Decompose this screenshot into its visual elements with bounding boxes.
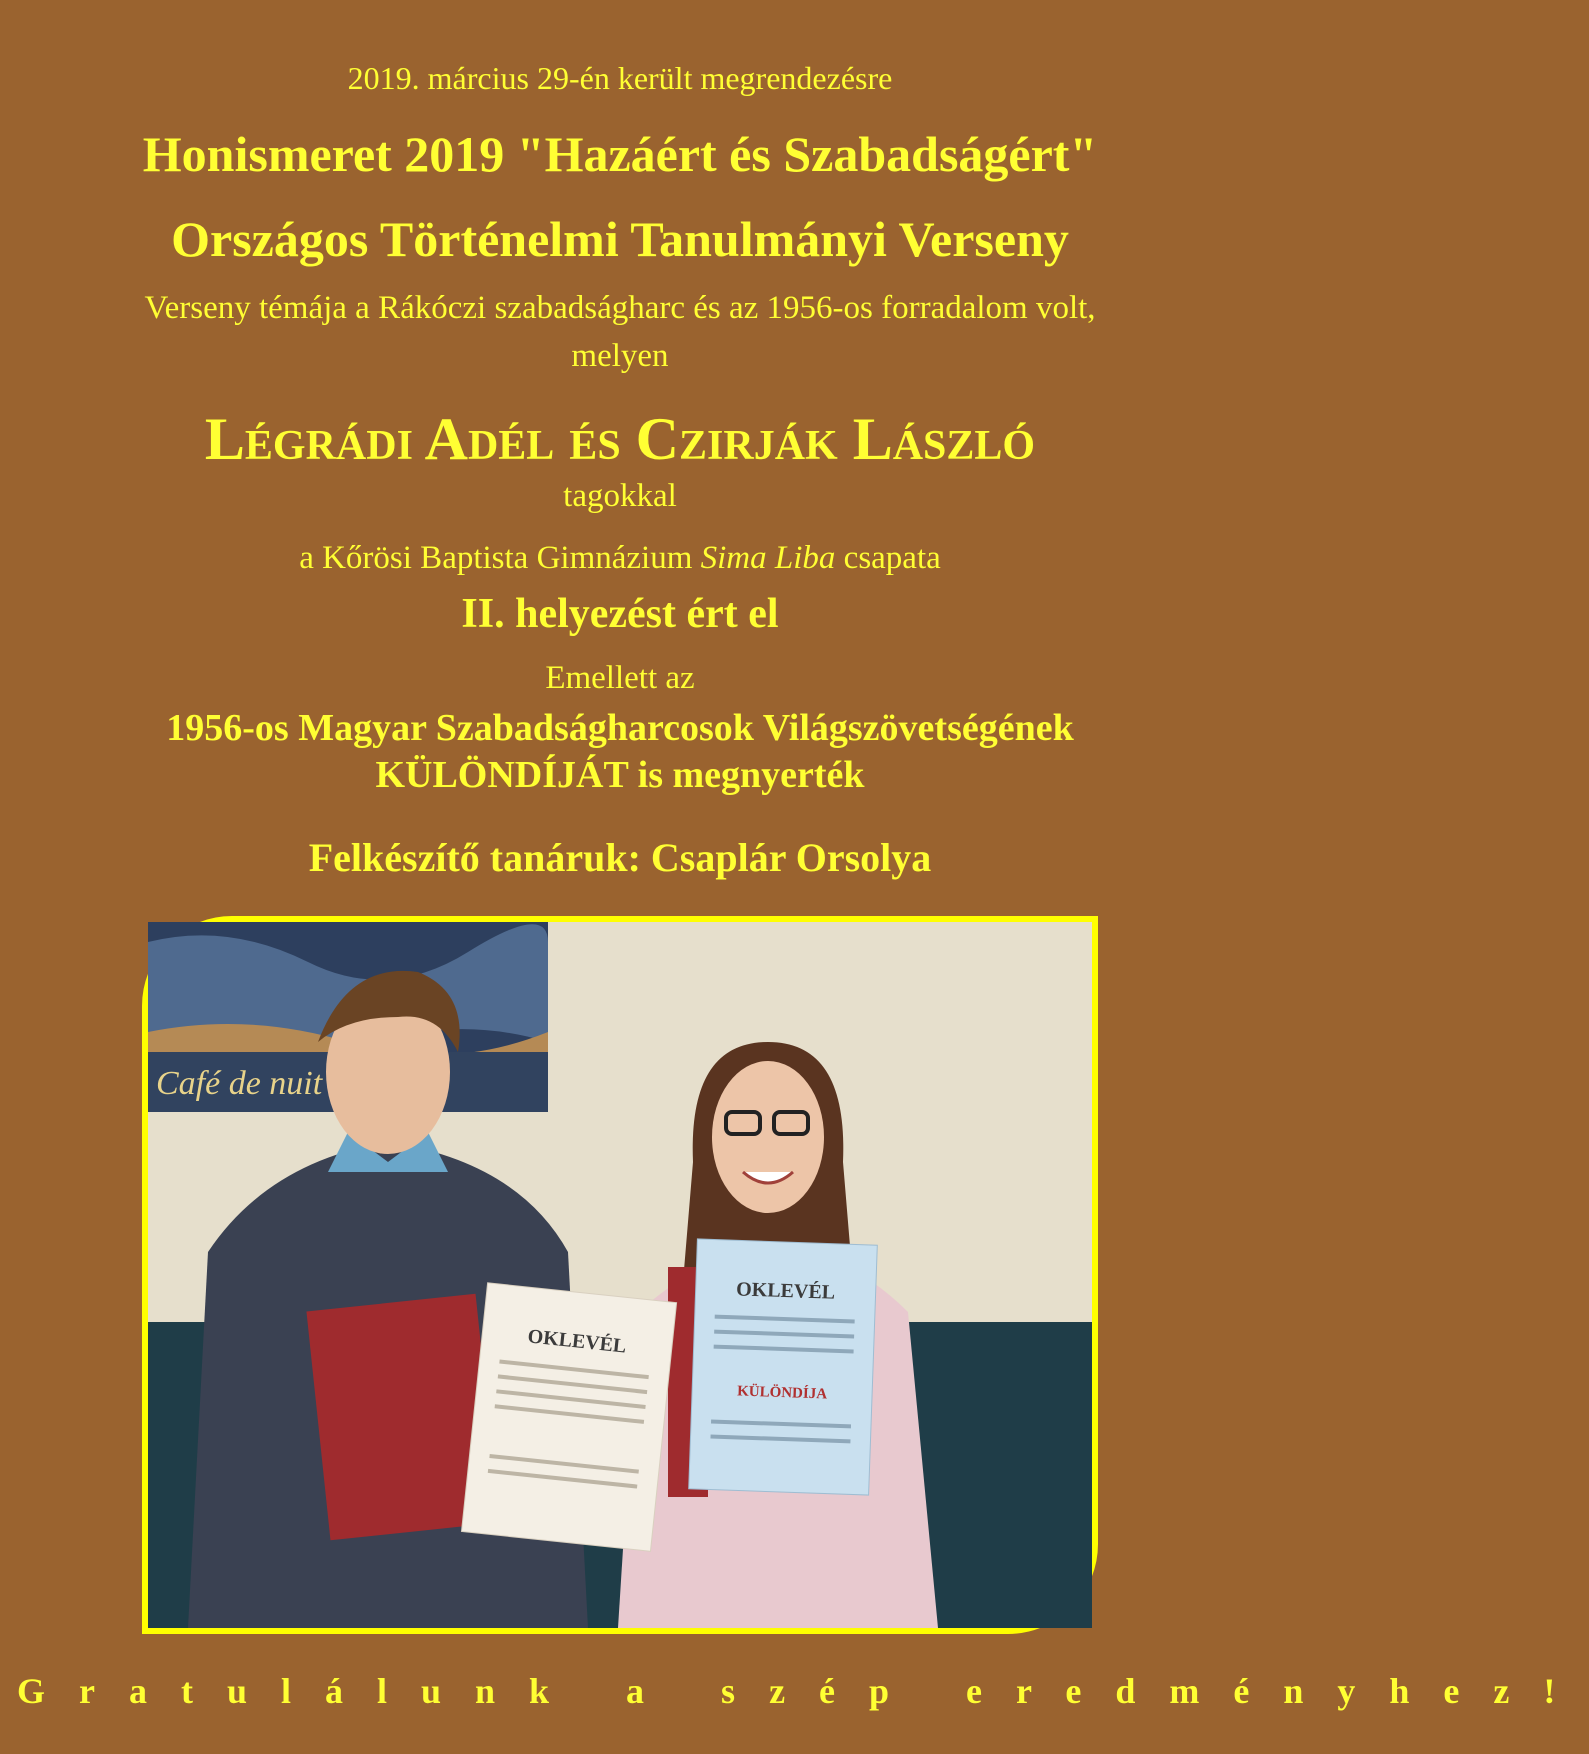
diploma-right-award: KÜLÖNDÍJA xyxy=(736,1383,828,1403)
team-photo xyxy=(142,916,1098,1634)
competition-title-line1: Honismeret 2019 "Hazáért és Szabadságért" xyxy=(142,126,1098,182)
diploma-right-paper xyxy=(689,1239,878,1495)
diploma-right xyxy=(689,1239,878,1495)
school-prefix: a Kőrösi Baptista Gimnázium xyxy=(299,540,701,576)
congratulations-text: Gratulálunk a szép eredményhez! xyxy=(17,1671,1589,1711)
diploma-left-paper xyxy=(461,1283,676,1551)
diploma-left xyxy=(461,1283,676,1551)
student-names: Légrádi Adél és Czirják László xyxy=(204,406,1036,472)
special-award-line2: KÜLÖNDÍJÁT is megnyerték xyxy=(375,754,865,796)
school-suffix: csapata xyxy=(835,540,941,576)
special-award-line1: 1956-os Magyar Szabadságharcosok Világszövetségének xyxy=(166,707,1074,749)
team-photo-illustration xyxy=(148,922,1092,1628)
besides-text: Emellett az xyxy=(545,660,695,696)
topic-line1: Verseny témája a Rákóczi szabadságharc és az 1956-os forradalom volt, xyxy=(144,290,1096,326)
placement-result: II. helyezést ért el xyxy=(461,591,779,637)
diploma-left-title: OKLEVÉL xyxy=(526,1325,628,1358)
team-name: Sima Liba xyxy=(700,540,836,576)
diploma-right-title: OKLEVÉL xyxy=(735,1278,836,1304)
painting-caption: Café de nuit xyxy=(156,1065,323,1102)
intro-text: 2019. március 29-én került megrendezésre xyxy=(347,60,893,96)
teacher-line: Felkészítő tanáruk: Csaplár Orsolya xyxy=(308,835,932,880)
members-text: tagokkal xyxy=(563,478,677,514)
competition-title-line2: Országos Történelmi Tanulmányi Verseny xyxy=(171,211,1069,267)
school-line xyxy=(0,540,1240,577)
girl-face xyxy=(712,1061,824,1213)
topic-line2: melyen xyxy=(571,338,669,374)
